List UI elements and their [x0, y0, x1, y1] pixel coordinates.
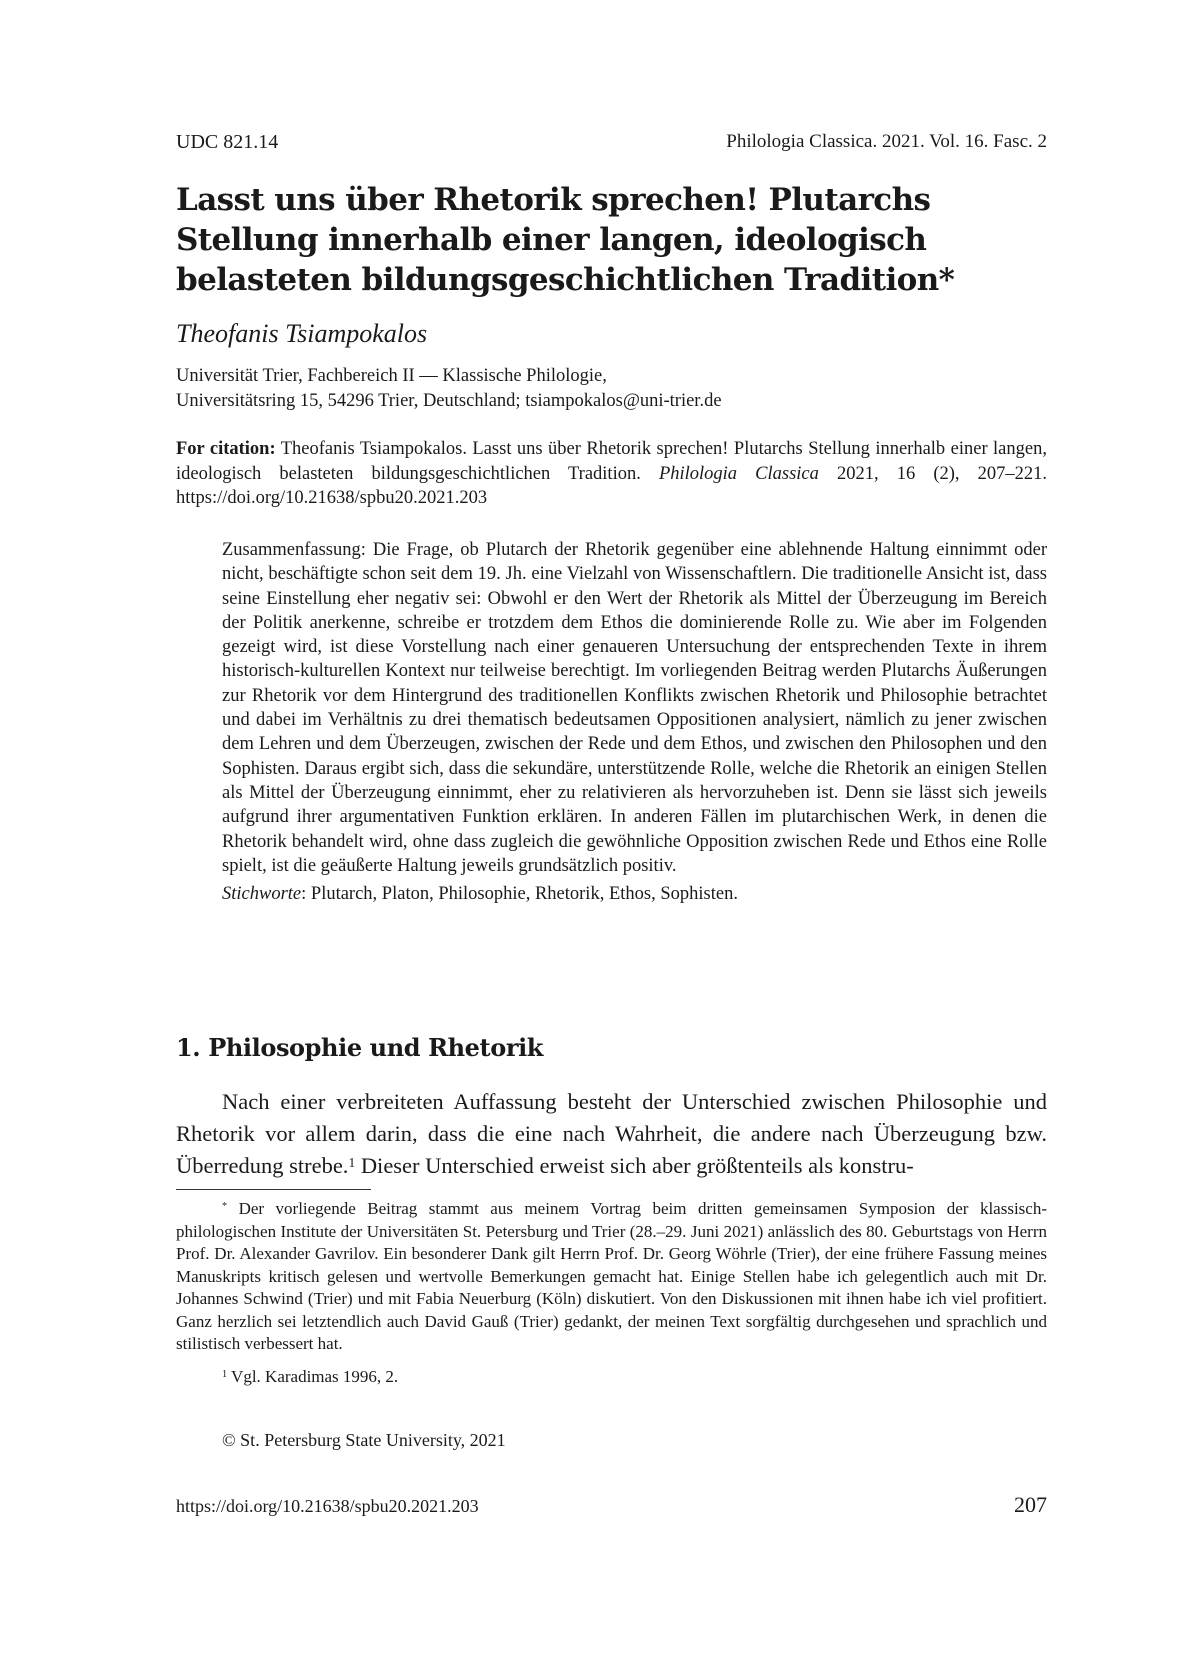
affiliation: [176, 364, 722, 414]
citation-journal: Philologia Classica: [658, 463, 819, 484]
keywords: [222, 882, 1047, 906]
article-title-text: Lasst uns über Rhetorik sprechen! Plutarchs Stellung innerhalb einer langen, ideologisch belasteten bildungsgeschichtlichen Tradition: [176, 182, 939, 298]
doi-link[interactable]: https://doi.org/10.21638/spbu20.2021.203: [176, 1496, 479, 1516]
body-paragraph-continuation: Dieser Unterschied erweist sich aber größtenteils als konstru-: [355, 1153, 914, 1178]
page-number: 207: [1014, 1492, 1047, 1517]
body-paragraph: [176, 1086, 1047, 1182]
citation-label: For citation:: [176, 439, 276, 459]
footnotes: [176, 1198, 1047, 1388]
keywords-label: Stichworte: [222, 884, 302, 905]
affiliation-line-2: Universitätsring 15, 54296 Trier, Deutschland; tsiampokalos@uni-trier.de: [176, 391, 722, 411]
footnote-1-text: Vgl. Karadimas 1996, 2.: [227, 1366, 399, 1386]
citation-block: [176, 437, 1047, 511]
copyright-line: © St. Petersburg State University, 2021: [222, 1430, 506, 1450]
footnote-1-mark: 1: [222, 1368, 228, 1380]
journal-reference: Philologia Classica. 2021. Vol. 16. Fasc. 2: [726, 131, 1047, 152]
udc-code: UDC 821.14: [176, 131, 279, 153]
footnote-star-text: Der vorliegende Beitrag stammt aus meinem Vortrag beim dritten gemeinsamen Symposion der klassisch-philologischen Institute der Universitäten St. Petersburg und Trier (28.–29. Juni 2021) anlässlich des 80. Geburtstags von Herrn Prof. Dr. Alexander Gavrilov. Ein besonderer Dank gilt Herrn Prof. Dr. Georg Wöhrle (Trier), der eine frühere Fassung meines Manuskripts kritisch gelesen und wertvolle Bemerkungen gemacht hat. Einige Stellen habe ich gelegentlich auch mit Dr. Johannes Schwind (Trier) und mit Fabia Neuerburg (Köln) diskutiert. Von den Diskussionen mit ihnen habe ich viel profitiert. Ganz herzlich sei letztendlich auch David Gauß (Trier) gedankt, der meinen Text sorgfältig durchgesehen und sprachlich und stilistisch verbessert hat.: [176, 1199, 1047, 1353]
footnote-star-mark: *: [222, 1201, 228, 1213]
footnote-divider: [176, 1189, 371, 1190]
citation-text-after: 2021, 16 (2), 207–221. https://doi.org/10.21638/spbu20.2021.203: [176, 463, 1047, 508]
author-name: Theofanis Tsiampokalos: [176, 319, 428, 348]
abstract-text: Zusammenfassung: Die Frage, ob Plutarch der Rhetorik gegenüber eine ablehnende Haltung einnimmt oder nicht, beschäftigte schon seit dem 19. Jh. eine Vielzahl von Wissenschaftlern. Die traditionelle Ansicht ist, dass seine Einstellung eher negativ sei: Obwohl er den Wert der Rhetorik als Mittel der Überzeugung im Bereich der Politik anerkenne, schreibe er trotzdem dem Ethos die dominierende Rolle zu. Wie aber im Folgenden gezeigt wird, ist diese Vorstellung nach einer genaueren Untersuchung der entsprechenden Texte in ihrem historisch-kulturellen Kontext nur teilweise berechtigt. Im vorliegenden Beitrag werden Plutarchs Äußerungen zur Rhetorik vor dem Hintergrund des traditionellen Konflikts zwischen Rhetorik und Philosophie betrachtet und dabei im Verhältnis zu drei thematisch bedeutsamen Oppositionen analysiert, nämlich zu jener zwischen dem Lehren und dem Überzeugen, zwischen der Rede und dem Ethos, und zwischen den Philosophen und den Sophisten. Daraus ergibt sich, dass die sekundäre, unterstützende Rolle, welche die Rhetorik an einigen Stellen als Mittel der Überzeugung einnimmt, eher zu relativieren als hervorzuheben ist. Denn sie lässt sich jeweils aufgrund ihrer argumentativen Funktion erklären. In anderen Fällen im plutarchischen Werk, in denen die Rhetorik behandelt wird, ohne dass zugleich die gewöhnliche Opposition zwischen Rede und Ethos eine Rolle spielt, ist die geäußerte Haltung jeweils grundsätzlich positiv.: [222, 540, 1047, 876]
footnote-star: [176, 1198, 1047, 1356]
affiliation-line-1: Universität Trier, Fachbereich II — Klassische Philologie,: [176, 366, 607, 386]
abstract-block: [222, 538, 1047, 906]
article-title: [176, 180, 1036, 300]
citation-text-before: Theofanis Tsiampokalos. Lasst uns über Rhetorik sprechen! Plutarchs Stellung innerhalb einer langen, ideologisch belasteten bildungsgeschichtlichen Tradition.: [176, 439, 1047, 484]
footnote-ref-1[interactable]: 1: [348, 1154, 356, 1170]
title-footnote-mark[interactable]: *: [938, 262, 955, 298]
body-paragraph-text: Nach einer verbreiteten Auffassung besteht der Unterschied zwischen Philosophie und Rhetorik vor allem darin, dass die eine nach Wahrheit, die andere nach Überzeugung bzw. Überredung strebe.: [176, 1089, 1047, 1178]
section-heading: 1. Philosophie und Rhetorik: [176, 1033, 544, 1062]
keywords-list: : Plutarch, Platon, Philosophie, Rhetorik, Ethos, Sophisten.: [301, 884, 738, 905]
footnote-1: [176, 1366, 1047, 1389]
